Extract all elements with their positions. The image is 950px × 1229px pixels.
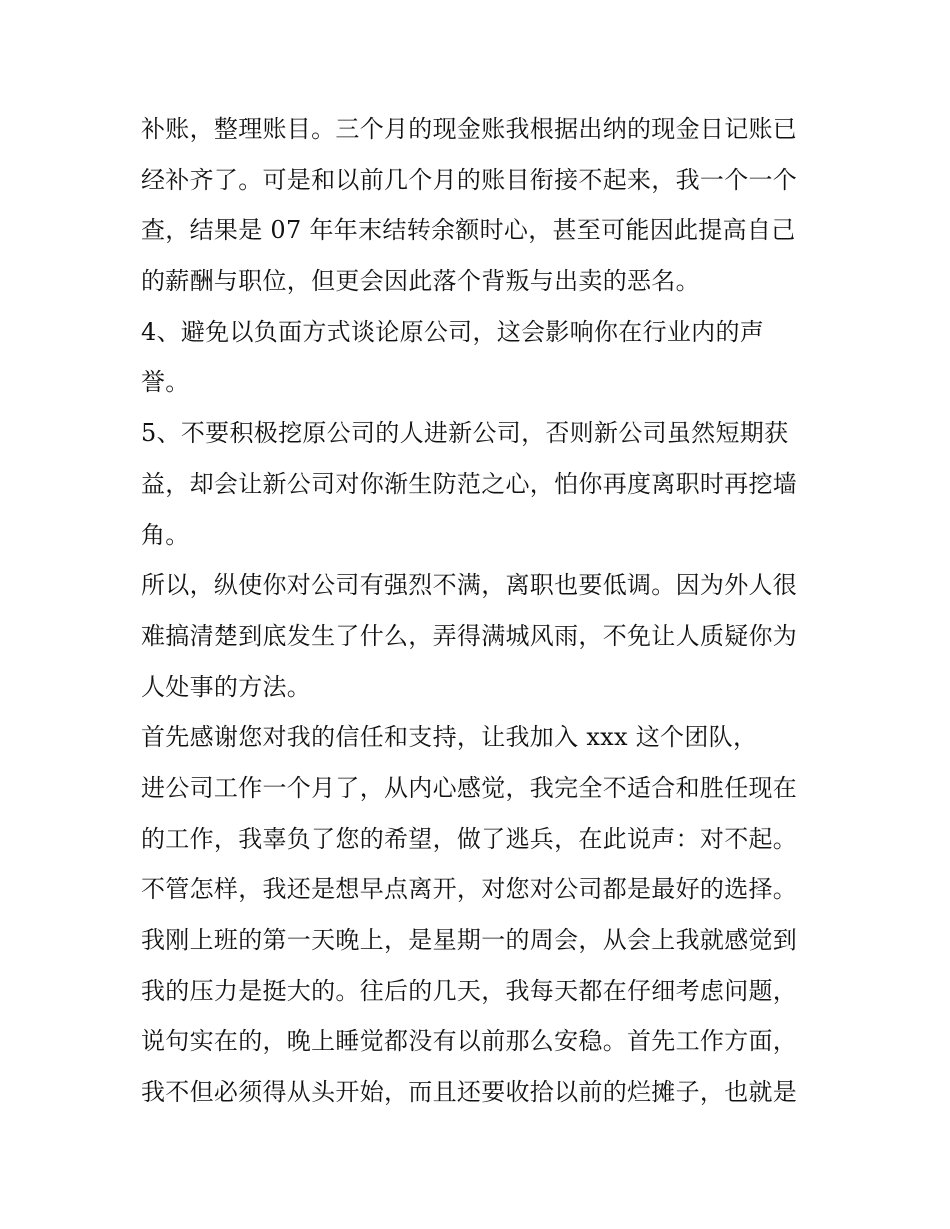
text-line: 角。 (141, 520, 190, 549)
text-line: 所以，纵使你对公司有强烈不满，离职也要低调。因为外人很 (141, 571, 798, 600)
text-line: 人处事的方法。 (141, 672, 312, 701)
text-line: 5、不要积极挖原公司的人进新公司，否则新公司虽然短期获 (141, 419, 789, 448)
text-line: 说句实在的，晚上睡觉都没有以前那么安稳。首先工作方面， (141, 1027, 798, 1056)
body-text (141, 104, 821, 1118)
text-line: 4、避免以负面方式谈论原公司，这会影响你在行业内的声 (141, 317, 765, 346)
text-line: 首先感谢您对我的信任和支持，让我加入 xxx 这个团队， (141, 723, 758, 752)
text-line: 的薪酬与职位，但更会因此落个背叛与出卖的恶名。 (141, 267, 700, 296)
text-line: 誉。 (141, 368, 190, 397)
text-line: 补账，整理账目。三个月的现金账我根据出纳的现金日记账已 (141, 115, 798, 143)
text-line: 益，却会让新公司对你渐生防范之心，怕你再度离职时再挖墙 (141, 469, 798, 498)
text-line: 经补齐了。可是和以前几个月的账目衔接不起来，我一个一个 (141, 165, 798, 194)
text-line: 查，结果是 07 年年末结转余额时心，甚至可能因此提高自己 (141, 216, 796, 245)
text-line: 难搞清楚到底发生了什么，弄得满城风雨，不免让人质疑你为 (141, 621, 798, 650)
text-line: 的工作，我辜负了您的希望，做了逃兵，在此说声：对不起。 (141, 824, 798, 853)
text-line: 我的压力是挺大的。往后的几天，我每天都在仔细考虑问题， (141, 976, 798, 1005)
text-line: 不管怎样，我还是想早点离开，对您对公司都是最好的选择。 (141, 875, 798, 904)
text-line: 我不但必须得从头开始，而且还要收拾以前的烂摊子，也就是 (141, 1078, 798, 1107)
text-line: 进公司工作一个月了，从内心感觉，我完全不适合和胜任现在 (141, 773, 798, 802)
text-line: 我刚上班的第一天晚上，是星期一的周会，从会上我就感觉到 (141, 926, 798, 954)
